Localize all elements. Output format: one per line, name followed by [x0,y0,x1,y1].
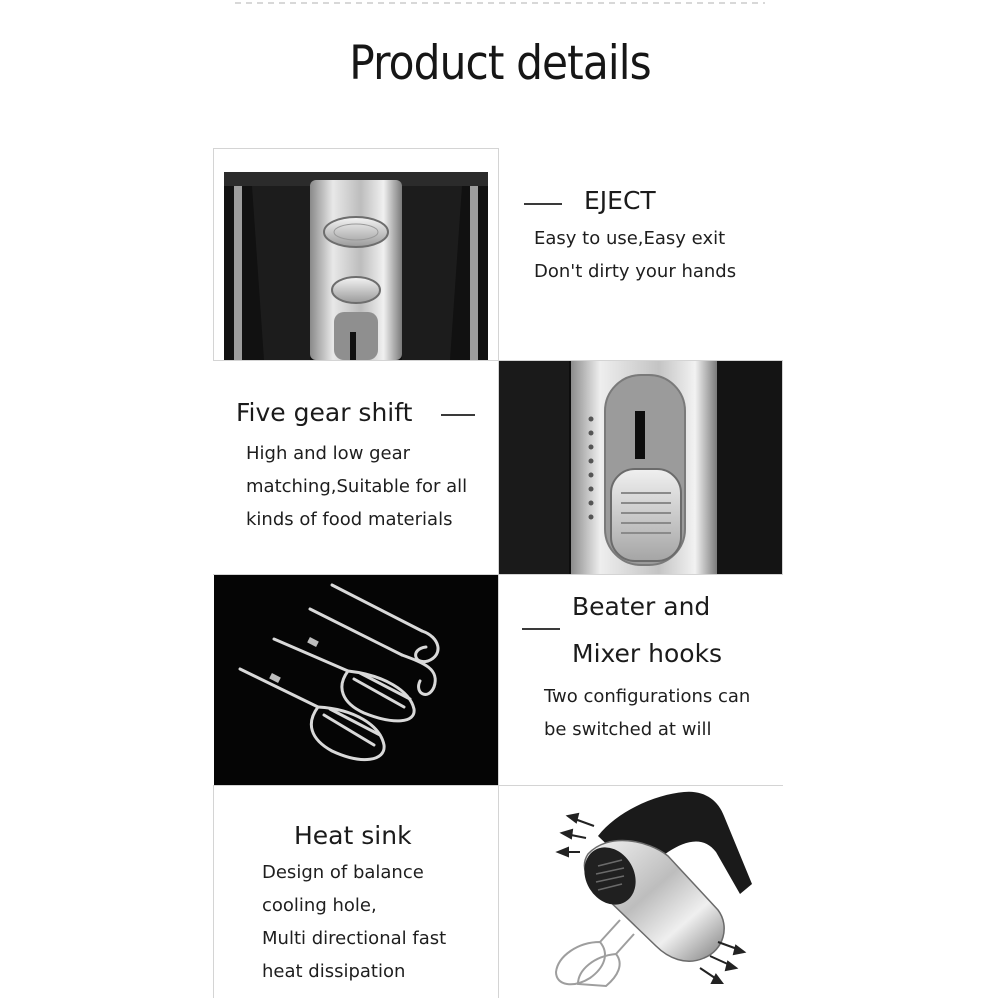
hand-mixer-image [528,790,764,996]
top-dashed-border [235,2,765,4]
heat-sink-description [262,856,446,988]
beater-heading-line2: Mixer hooks [572,639,723,668]
heat-sink-description-line: heat dissipation [262,961,406,982]
gear-shift-description [246,437,467,536]
gear-shift-description-line: matching,Suitable for all [246,476,468,497]
hand-mixer-photo [528,790,764,996]
grid-divider [213,785,783,786]
beater-heading-line1: Beater and [572,592,711,621]
heat-sink-description-line: Multi directional fast [262,928,447,949]
eject-description-line: Easy to use,Easy exit [534,228,726,249]
gear-shift-heading: Five gear shift [236,398,413,427]
eject-description [534,222,736,288]
speed-switch-image [499,361,782,574]
eject-description-line: Don't dirty your hands [534,261,737,282]
gear-shift-description-line: High and low gear [246,443,411,464]
heading-dash [522,628,560,630]
heat-sink-description-line: Design of balance [262,862,424,883]
heading-dash [441,414,475,416]
beaters-photo [214,575,498,785]
grid-divider [782,360,783,575]
beater-description [544,680,750,746]
grid-divider [213,148,498,149]
page-title: Product details [349,36,651,91]
heat-sink-heading: Heat sink [294,821,412,850]
beaters-image [214,575,498,785]
heading-dash [524,203,562,205]
eject-button-image [224,172,488,360]
beater-description-line: Two configurations can [544,686,751,707]
gear-shift-description-line: kinds of food materials [246,509,453,530]
grid-divider [213,148,214,360]
speed-switch-photo [499,361,782,574]
heat-sink-description-line: cooling hole, [262,895,377,916]
eject-heading: EJECT [584,186,656,215]
eject-button-photo [224,172,488,360]
beater-description-line: be switched at will [544,719,712,740]
grid-divider [213,785,214,998]
